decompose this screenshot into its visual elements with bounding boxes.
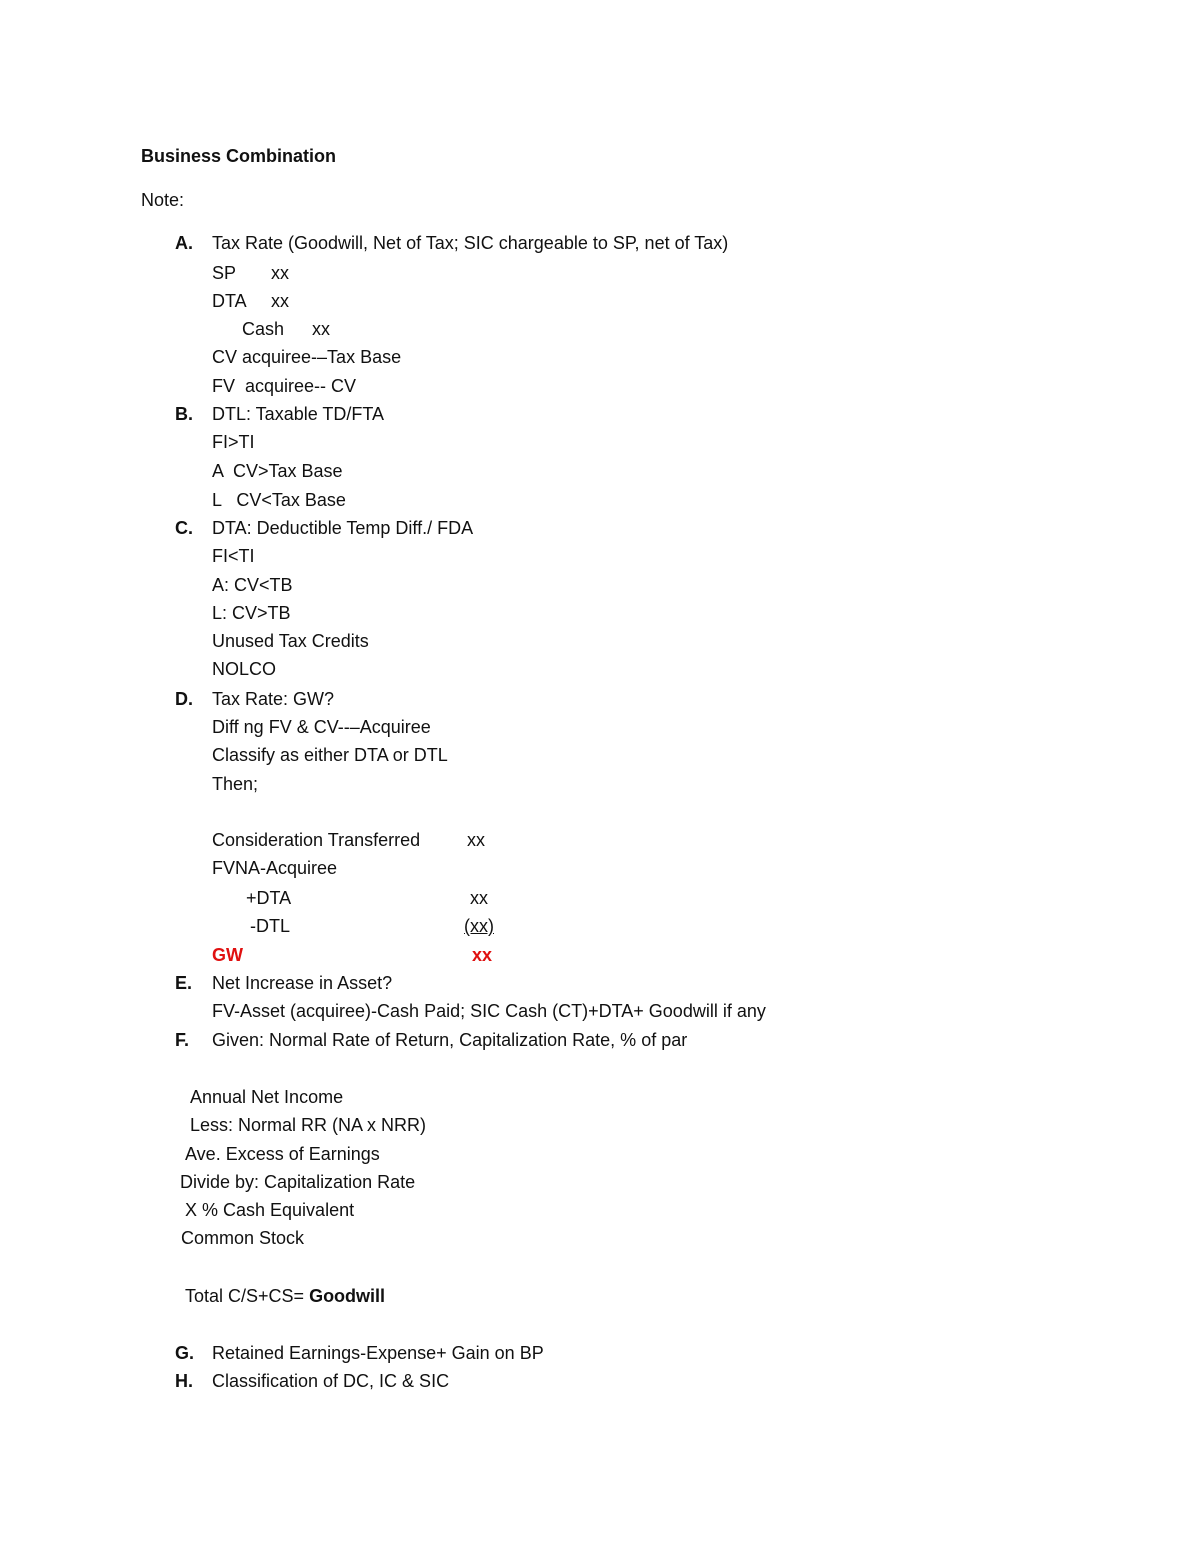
calc-consideration-value: xx bbox=[467, 830, 485, 850]
section-e-marker: E. bbox=[175, 973, 193, 993]
section-f-total-goodwill: Goodwill bbox=[309, 1286, 386, 1306]
entry-sp-value: xx bbox=[271, 263, 289, 283]
entry-cash-label: Cash bbox=[242, 319, 285, 339]
section-a-heading: Tax Rate (Goodwill, Net of Tax; SIC chargeable to SP, net of Tax) bbox=[212, 233, 729, 253]
section-c-heading: DTA: Deductible Temp Diff./ FDA bbox=[212, 518, 474, 538]
section-h-heading: Classification of DC, IC & SIC bbox=[212, 1371, 450, 1391]
section-h-marker: H. bbox=[175, 1371, 193, 1391]
section-b-marker: B. bbox=[175, 404, 193, 424]
calc-plus-dta-label: +DTA bbox=[246, 888, 292, 908]
calc-gw-label: GW bbox=[212, 945, 243, 965]
calc-minus-dtl-label: -DTL bbox=[250, 916, 290, 936]
section-c-line: NOLCO bbox=[212, 659, 277, 679]
section-f-line: Divide by: Capitalization Rate bbox=[180, 1172, 416, 1192]
calc-fvna-label: FVNA-Acquiree bbox=[212, 858, 338, 878]
section-d-marker: D. bbox=[175, 689, 193, 709]
section-f-line: Annual Net Income bbox=[190, 1087, 344, 1107]
section-b-line: A CV>Tax Base bbox=[212, 461, 343, 481]
section-d-line: Diff ng FV & CV--–Acquiree bbox=[212, 717, 431, 737]
section-d-line: Then; bbox=[212, 774, 259, 794]
section-a-marker: A. bbox=[175, 233, 193, 253]
section-f-marker: F. bbox=[175, 1030, 190, 1050]
note-label: Note: bbox=[141, 190, 185, 210]
section-f-line: Common Stock bbox=[181, 1228, 305, 1248]
calc-gw-value: xx bbox=[472, 945, 493, 965]
section-b-heading: DTL: Taxable TD/FTA bbox=[212, 404, 385, 424]
section-g-marker: G. bbox=[175, 1343, 195, 1363]
section-f-line: Ave. Excess of Earnings bbox=[185, 1144, 380, 1164]
entry-sp-label: SP bbox=[212, 263, 237, 283]
section-f-heading: Given: Normal Rate of Return, Capitalization Rate, % of par bbox=[212, 1030, 688, 1050]
document-title: Business Combination bbox=[141, 146, 337, 166]
calc-consideration-label: Consideration Transferred bbox=[212, 830, 421, 850]
section-g-heading: Retained Earnings-Expense+ Gain on BP bbox=[212, 1343, 544, 1363]
calc-plus-dta-value: xx bbox=[470, 888, 488, 908]
entry-cash-value: xx bbox=[312, 319, 330, 339]
section-f-line: X % Cash Equivalent bbox=[185, 1200, 355, 1220]
section-b-line: L CV<Tax Base bbox=[212, 490, 346, 510]
section-c-marker: C. bbox=[175, 518, 193, 538]
section-d-heading: Tax Rate: GW? bbox=[212, 689, 335, 709]
section-e-heading: Net Increase in Asset? bbox=[212, 973, 393, 993]
section-c-line: L: CV>TB bbox=[212, 603, 291, 623]
section-c-line: Unused Tax Credits bbox=[212, 631, 369, 651]
section-f-line: Less: Normal RR (NA x NRR) bbox=[190, 1115, 427, 1135]
section-f-total-prefix: Total C/S+CS= bbox=[185, 1286, 310, 1306]
section-a-line: FV acquiree-- CV bbox=[212, 376, 357, 396]
calc-minus-dtl-value: (xx) bbox=[464, 916, 494, 936]
entry-dta-value: xx bbox=[271, 291, 289, 311]
section-f-total bbox=[185, 1285, 385, 1307]
section-b-line: FI>TI bbox=[212, 432, 255, 452]
entry-dta-label: DTA bbox=[212, 291, 247, 311]
section-a-line: CV acquiree-–Tax Base bbox=[212, 347, 402, 367]
section-c-line: A: CV<TB bbox=[212, 575, 293, 595]
section-d-line: Classify as either DTA or DTL bbox=[212, 745, 448, 765]
section-c-line: FI<TI bbox=[212, 546, 255, 566]
section-e-line: FV-Asset (acquiree)-Cash Paid; SIC Cash (CT)+DTA+ Goodwill if any bbox=[212, 1001, 766, 1021]
